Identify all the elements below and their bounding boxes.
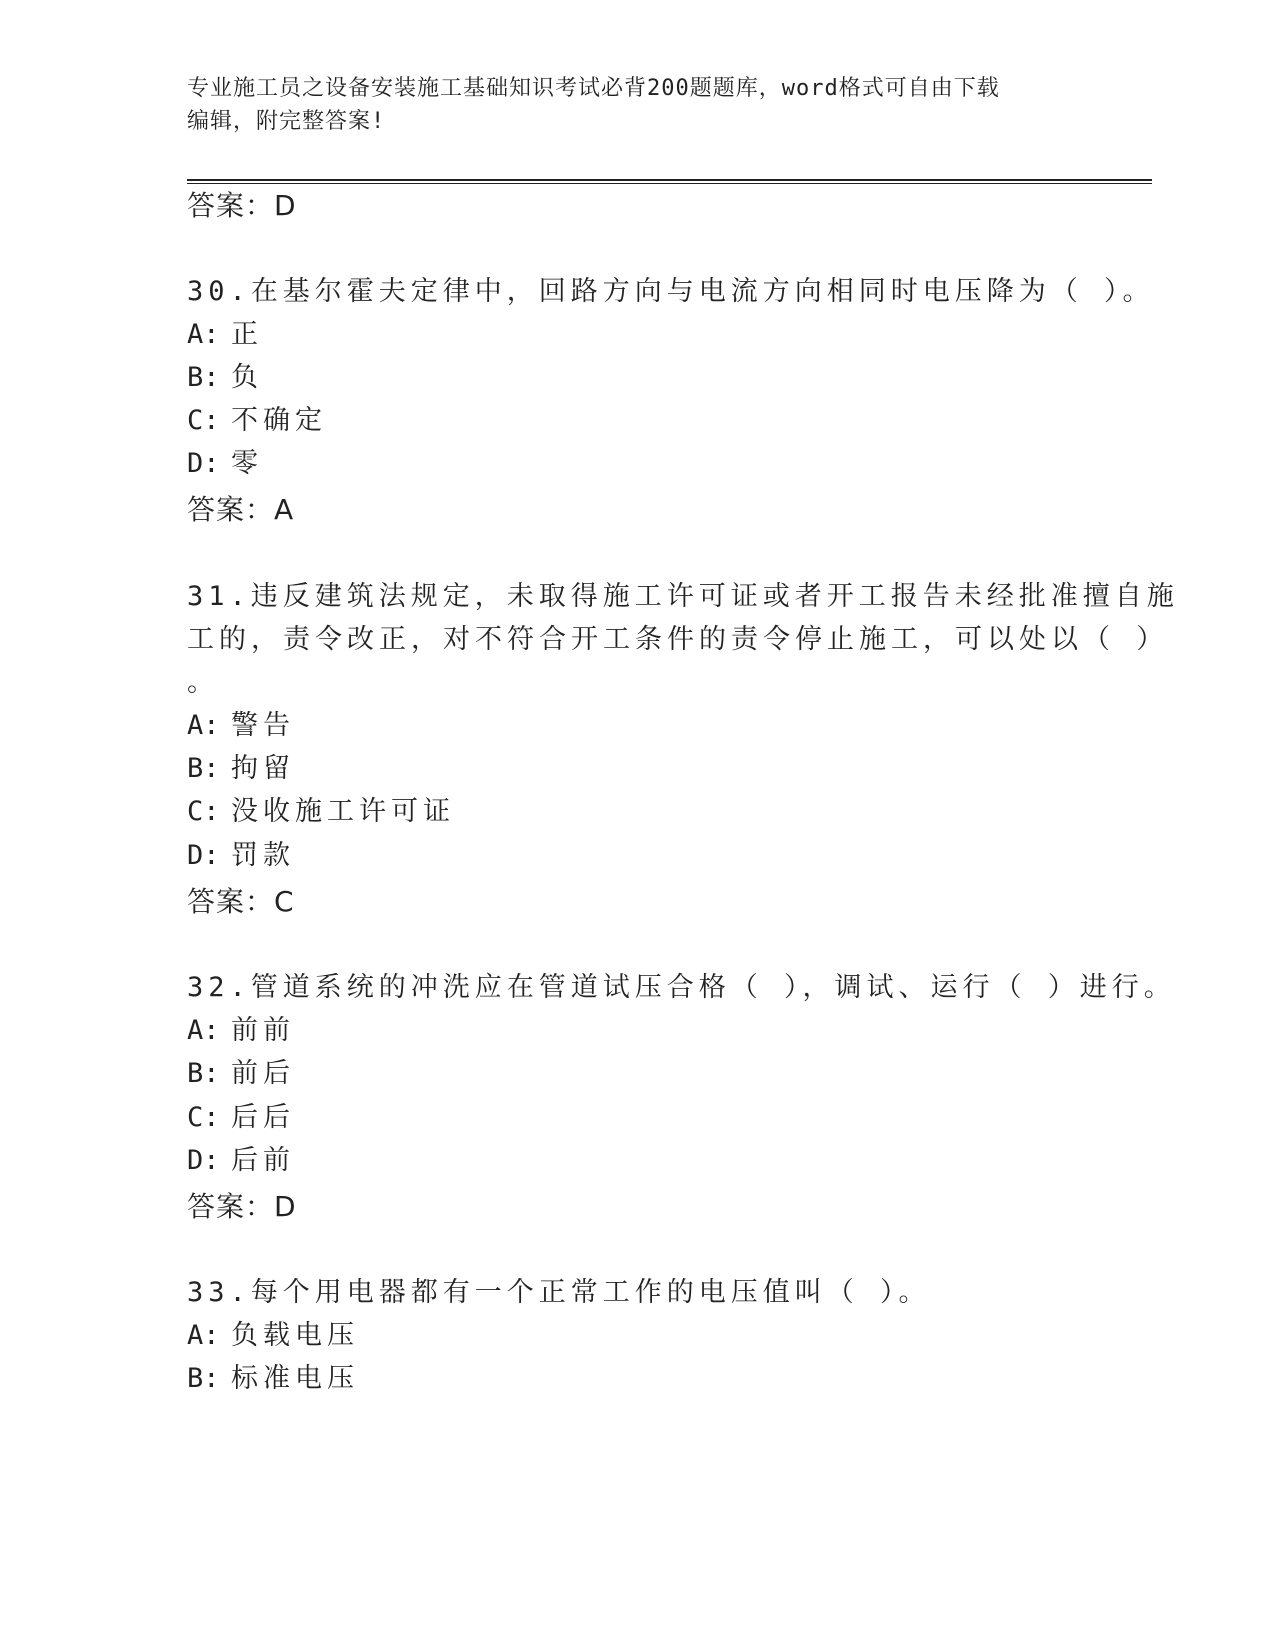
header-divider [187, 179, 1152, 181]
answer-line: 答案：D [187, 1190, 297, 1223]
option-key: D: [187, 1145, 220, 1176]
option-text: 前前 [231, 1015, 295, 1046]
option-d [187, 840, 295, 872]
option-a [187, 710, 295, 742]
document-header [187, 72, 1087, 138]
header-line-2: 编辑，附完整答案! [187, 109, 386, 134]
option-b [187, 1363, 359, 1395]
option-key: A: [187, 1015, 220, 1046]
option-d [187, 448, 263, 480]
option-text: 后前 [231, 1145, 295, 1176]
question-stem: 。 [187, 667, 219, 698]
option-b [187, 362, 263, 394]
option-key: C: [187, 796, 220, 827]
option-key: A: [187, 710, 220, 741]
option-key: C: [187, 405, 220, 436]
option-key: A: [187, 1320, 220, 1351]
option-text: 负载电压 [231, 1320, 359, 1351]
option-c [187, 1102, 295, 1134]
option-key: B: [187, 1363, 220, 1394]
option-text: 正 [231, 319, 263, 350]
option-key: B: [187, 1058, 220, 1089]
option-text: 警告 [231, 710, 295, 741]
option-c [187, 796, 455, 828]
option-key: C: [187, 1102, 220, 1133]
question-stem: 30.在基尔霍夫定律中，回路方向与电流方向相同时电压降为（ ）。 [187, 276, 1155, 307]
option-text: 罚款 [231, 840, 295, 871]
option-a [187, 1320, 359, 1352]
answer-line: 答案：D [187, 189, 297, 222]
option-b [187, 753, 295, 785]
option-key: A: [187, 319, 220, 350]
option-key: B: [187, 362, 220, 393]
option-text: 不确定 [231, 405, 327, 436]
option-a [187, 1015, 295, 1047]
option-a [187, 319, 263, 351]
header-line-1: 专业施工员之设备安装施工基础知识考试必背200题题库，word格式可自由下载 [187, 76, 1000, 101]
option-text: 拘留 [231, 753, 295, 784]
answer-line: 答案：C [187, 885, 295, 918]
question-stem: 33.每个用电器都有一个正常工作的电压值叫（ ）。 [187, 1277, 931, 1308]
option-text: 后后 [231, 1102, 295, 1133]
option-key: D: [187, 448, 220, 479]
option-key: D: [187, 840, 220, 871]
option-text: 负 [231, 362, 263, 393]
question-stem: 31.违反建筑法规定，未取得施工许可证或者开工报告未经批准擅自施 [187, 581, 1179, 612]
option-text: 零 [231, 448, 263, 479]
question-stem: 32.管道系统的冲洗应在管道试压合格（ ），调试、运行（ ）进行。 [187, 972, 1176, 1003]
option-b [187, 1058, 295, 1090]
option-key: B: [187, 753, 220, 784]
option-text: 标准电压 [231, 1363, 359, 1394]
option-d [187, 1145, 295, 1177]
question-stem: 工的，责令改正，对不符合开工条件的责令停止施工，可以处以（ ） [187, 624, 1169, 655]
option-c [187, 405, 327, 437]
header-divider-thin [187, 183, 1152, 184]
option-text: 前后 [231, 1058, 295, 1089]
option-text: 没收施工许可证 [231, 796, 455, 827]
answer-line: 答案：A [187, 493, 295, 526]
